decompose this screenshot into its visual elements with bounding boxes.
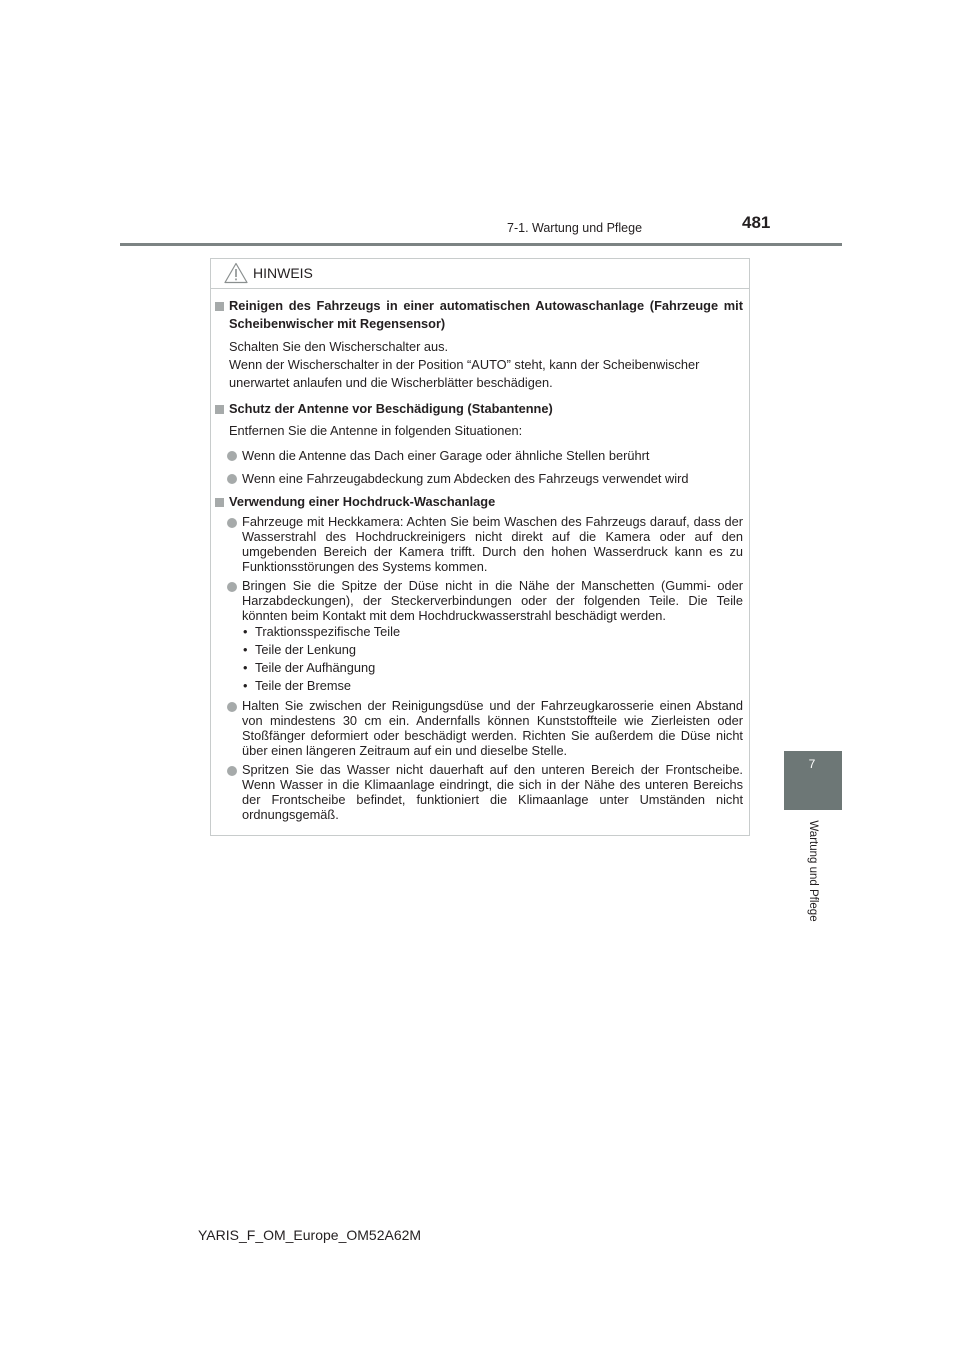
list-item: Wenn die Antenne das Dach einer Garage oder ähnliche Stellen berührt	[211, 447, 751, 465]
sub-list-item: • Teile der Lenkung	[243, 642, 357, 657]
sub-list-item: • Teile der Aufhängung	[243, 660, 376, 675]
circle-bullet-icon	[227, 474, 237, 484]
chapter-side-label: Wartung und Pflege	[807, 820, 819, 922]
list-item: Fahrzeuge mit Heckkamera: Achten Sie beim Waschen des Fahrzeugs darauf, dass der Wasserstrahl des Hochdruckreinigers nicht direkt auf die Kamera oder auf den umgebenden Bereich der Kamera trifft. Durch den hohen Wasserdruck kann es zu Funktionsstörungen des Systems kommen.	[211, 514, 751, 574]
list-item: Wenn eine Fahrzeugabdeckung zum Abdecken des Fahrzeugs verwendet wird	[211, 470, 751, 488]
paragraph: Wenn der Wischerschalter in der Position “AUTO” steht, kann der Scheibenwischer unerwartet anlaufen und die Wischerblätter beschädigen.	[229, 357, 700, 390]
square-bullet-icon	[215, 302, 224, 311]
list-item: Bringen Sie die Spitze der Düse nicht in die Nähe der Manschetten (Gummi- oder Harzabdeckungen), der Steckerverbindungen oder der folgenden Teile. Die Teile könnten beim Kontakt mit dem Hochdruckwasserstrahl beschädigt werden.	[211, 578, 751, 623]
header-section-title: 7-1. Wartung und Pflege	[507, 221, 643, 235]
section-heading	[211, 493, 751, 511]
paragraph: Schalten Sie den Wischerschalter aus.	[229, 339, 449, 354]
section-heading-text: Schutz der Antenne vor Beschädigung (Stabantenne)	[229, 401, 553, 416]
section-heading-text: Reinigen des Fahrzeugs in einer automatischen Autowaschanlage (Fahrzeuge mit Scheibenwischer mit Regensensor)	[229, 298, 743, 331]
notice-title: HINWEIS	[253, 265, 313, 281]
section-heading	[211, 297, 751, 333]
page-number: 481	[742, 213, 771, 232]
list-item: Spritzen Sie das Wasser nicht dauerhaft auf den unteren Bereich der Frontscheibe. Wenn Wasser in die Klimaanlage eindringt, die sich in der Nähe des unteren Bereichs der Frontscheibe befindet, funktioniert die Klimaanlage unter Umständen nicht ordnungsgemäß.	[211, 762, 751, 822]
notice-content	[211, 297, 751, 822]
notice-box	[210, 258, 750, 836]
square-bullet-icon	[215, 498, 224, 507]
warning-triangle-icon	[224, 262, 248, 284]
chapter-tab[interactable]	[784, 751, 842, 810]
circle-bullet-icon	[227, 451, 237, 461]
circle-bullet-icon	[227, 518, 237, 528]
document-code: YARIS_F_OM_Europe_OM52A62M	[198, 1227, 422, 1243]
square-bullet-icon	[215, 405, 224, 414]
chapter-tab-number: 7	[808, 757, 816, 771]
sub-list-item: • Teile der Bremse	[243, 678, 352, 693]
circle-bullet-icon	[227, 702, 237, 712]
circle-bullet-icon	[227, 766, 237, 776]
header-divider	[120, 243, 842, 246]
list-item: Halten Sie zwischen der Reinigungsdüse und der Fahrzeugkarosserie einen Abstand von mindestens 30 cm ein. Andernfalls können Kunststoffteile wie Zierleisten oder Stoßfänger deformiert oder beschädigt werden. Richten Sie außerdem die Düse nicht über einen längeren Zeitraum auf ein und dieselbe Stelle.	[211, 698, 751, 758]
sub-list-item: • Traktionsspezifische Teile	[243, 624, 401, 639]
paragraph: Entfernen Sie die Antenne in folgenden Situationen:	[229, 423, 523, 438]
section-heading	[211, 400, 751, 418]
notice-header	[211, 259, 749, 289]
circle-bullet-icon	[227, 582, 237, 592]
section-heading-text: Verwendung einer Hochdruck-Waschanlage	[229, 494, 496, 509]
